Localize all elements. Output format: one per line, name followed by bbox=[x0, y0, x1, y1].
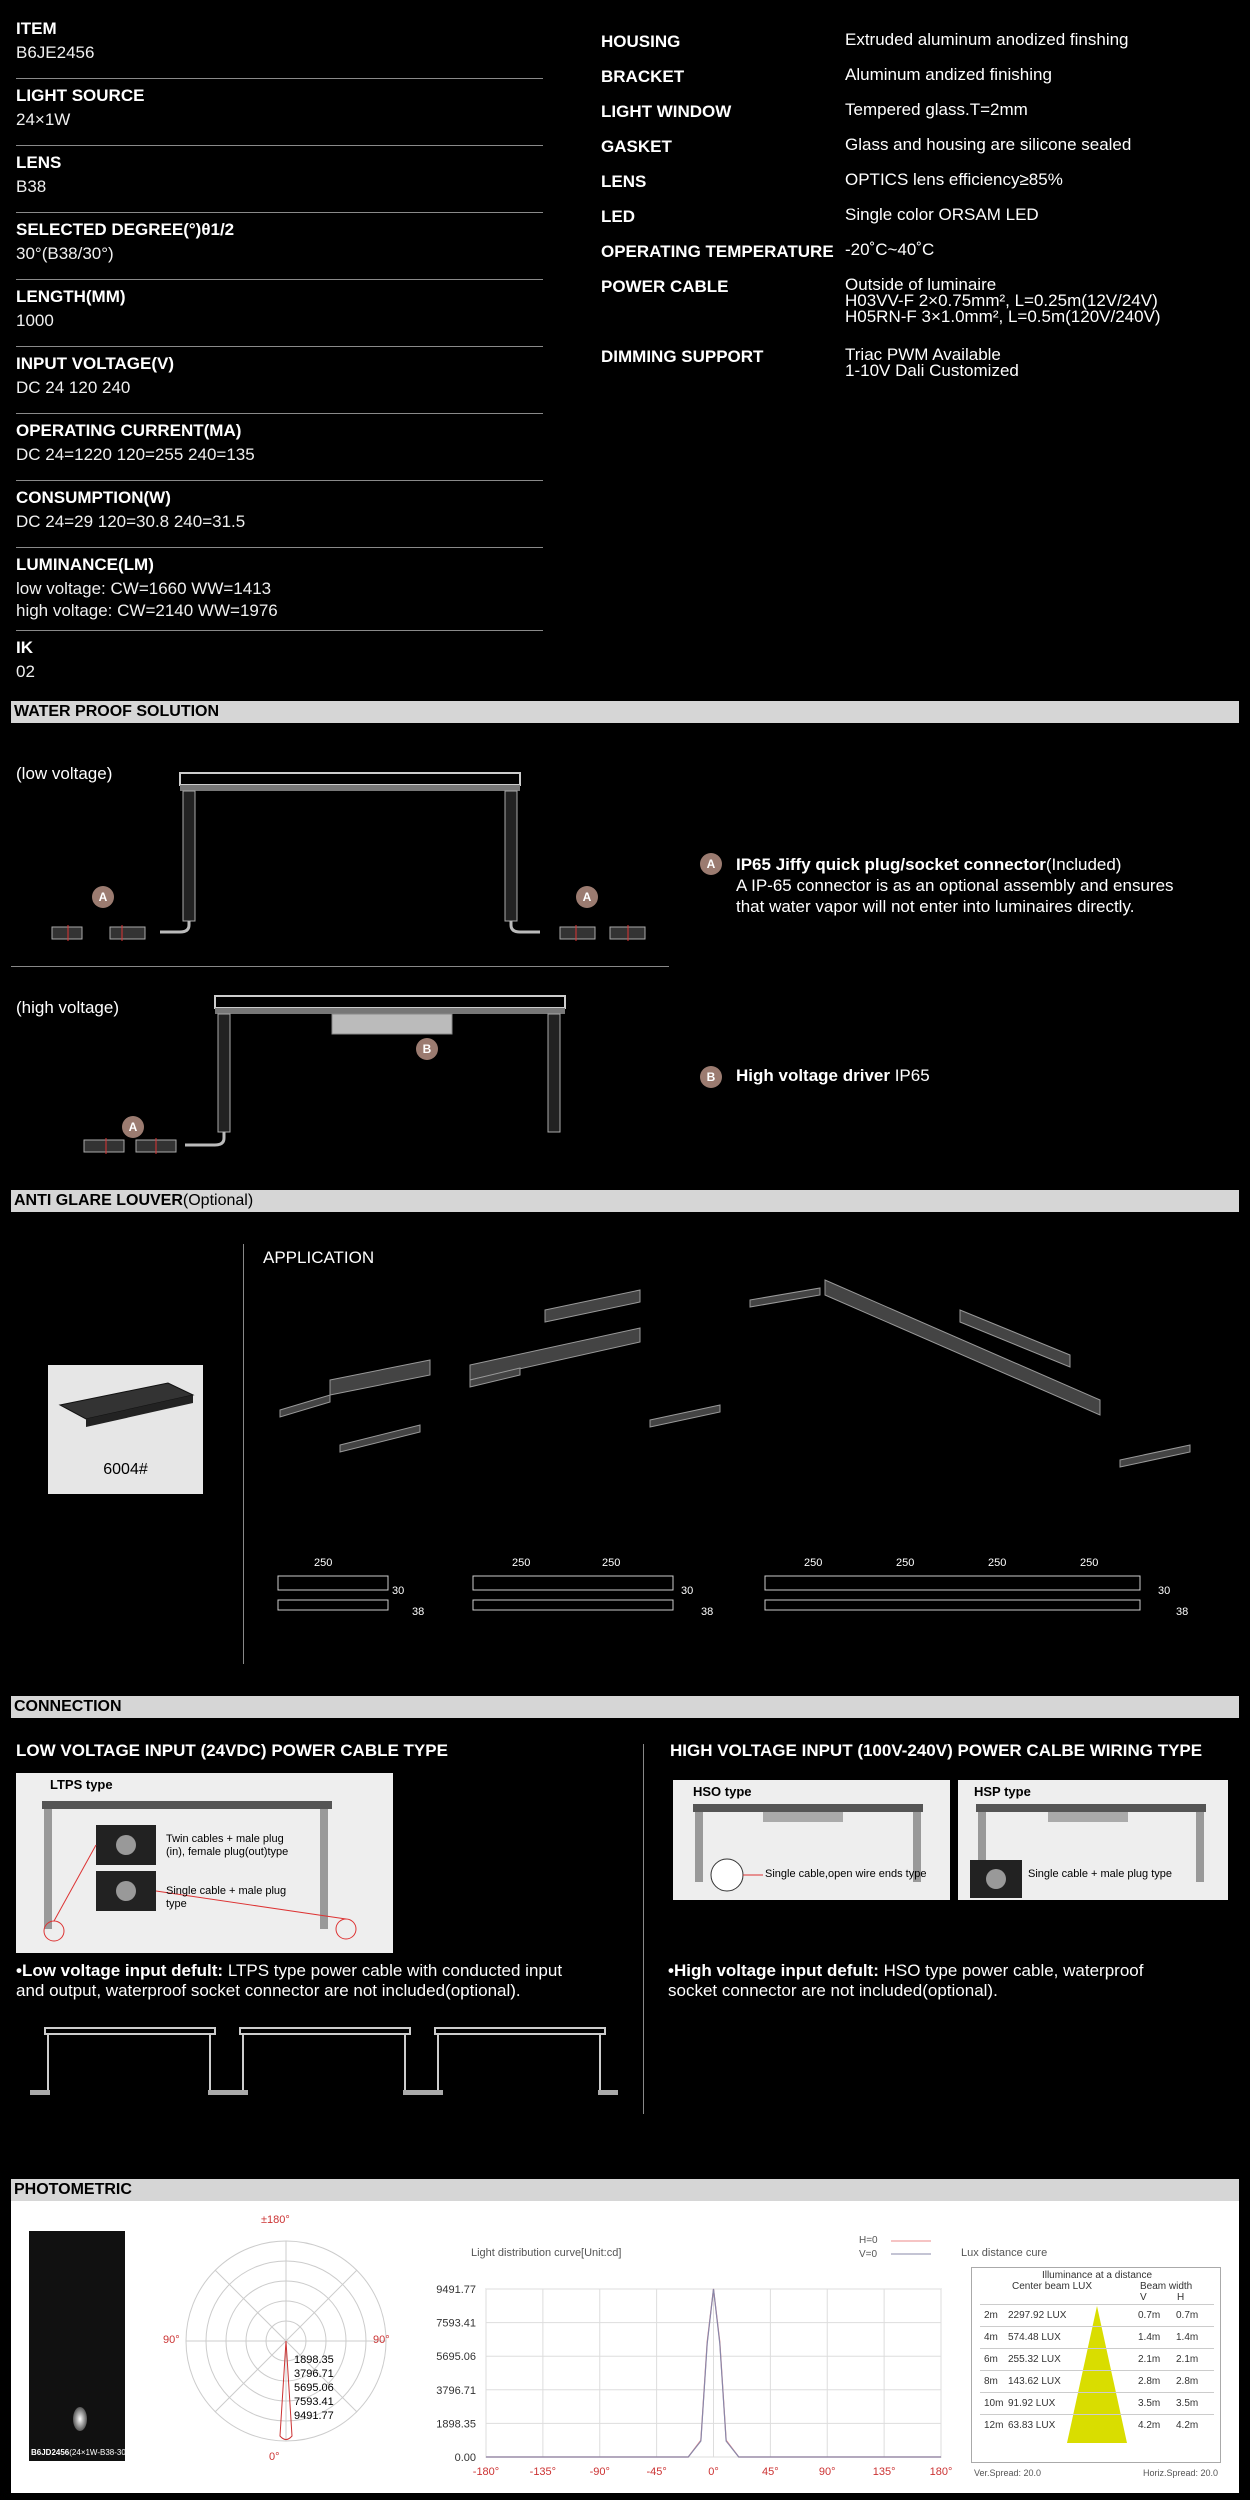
iso-label: B6JD2456 bbox=[31, 2448, 70, 2457]
x-tick-label: 45° bbox=[762, 2466, 779, 2478]
photometric-panel bbox=[11, 2201, 1239, 2493]
driver-title: High voltage driver bbox=[736, 1066, 890, 1085]
spec-row bbox=[16, 79, 543, 146]
polar-value: 7593.41 bbox=[294, 2396, 334, 2408]
badge-a: A bbox=[700, 853, 722, 875]
connector-desc: A IP-65 connector is as an optional assembly and ensures bbox=[736, 876, 1174, 895]
high-voltage-note bbox=[668, 1961, 1143, 2001]
dimension-label: 30 bbox=[1158, 1585, 1171, 1597]
lux-cell: 0.7m bbox=[1138, 2310, 1161, 2321]
property-value: Extruded aluminum anodized finshing bbox=[845, 30, 1129, 49]
lux-cell: 2297.92 LUX bbox=[1008, 2310, 1067, 2321]
lux-cell: 4.2m bbox=[1138, 2420, 1161, 2431]
spec-label: LENGTH(MM) bbox=[16, 287, 126, 306]
spec-row bbox=[16, 631, 543, 698]
lux-head: Illuminance at a distance bbox=[1041, 2270, 1153, 2281]
lux-row bbox=[980, 2348, 1214, 2370]
y-tick-label: 5695.06 bbox=[436, 2351, 476, 2364]
polar-value: 9491.77 bbox=[294, 2410, 334, 2422]
ltps-label: LTPS type bbox=[50, 1777, 113, 1792]
lux-cell: 2.8m bbox=[1138, 2376, 1161, 2387]
legend-h: H=0 bbox=[859, 2235, 878, 2246]
spec-row bbox=[16, 280, 543, 347]
legend-v: V=0 bbox=[859, 2249, 878, 2260]
hor-spread: Horiz.Spread: 20.0 bbox=[1142, 2468, 1218, 2478]
ltps-diagram bbox=[16, 1773, 393, 1953]
dimension-label: 250 bbox=[896, 1557, 915, 1569]
twin-line: (in), female plug(out)type bbox=[166, 1846, 289, 1858]
property-key: DIMMING SUPPORT bbox=[601, 347, 764, 366]
lux-cell: 4m bbox=[984, 2332, 998, 2343]
driver-suffix: IP65 bbox=[889, 1066, 930, 1085]
y-tick-label: 1898.35 bbox=[436, 2418, 476, 2431]
spec-row bbox=[16, 414, 543, 481]
property-value bbox=[845, 277, 1161, 325]
badge-b: B bbox=[416, 1038, 438, 1060]
property-value: Glass and housing are silicone sealed bbox=[845, 135, 1132, 154]
spec-row bbox=[16, 146, 543, 213]
spec-label: LIGHT SOURCE bbox=[16, 86, 145, 105]
ltps-panel bbox=[16, 1773, 393, 1953]
x-tick-label: -45° bbox=[646, 2466, 667, 2478]
property-value: Tempered glass.T=2mm bbox=[845, 100, 1028, 119]
light-distribution-chart bbox=[406, 2261, 966, 2493]
property-row bbox=[601, 137, 1241, 172]
spec-label: LUMINANCE(LM) bbox=[16, 555, 154, 574]
spec-value: DC 24 120 240 bbox=[16, 378, 131, 397]
y-tick-label: 0.00 bbox=[454, 2452, 476, 2464]
section-bar-louver bbox=[11, 1190, 1239, 1212]
section-bar-connection bbox=[11, 1696, 1239, 1718]
twin-line: Twin cables + male plug bbox=[166, 1833, 284, 1845]
section-title: WATER PROOF SOLUTION bbox=[14, 703, 220, 720]
lux-cell: 8m bbox=[984, 2376, 998, 2387]
lux-cell: 3.5m bbox=[1176, 2398, 1199, 2409]
lux-row bbox=[980, 2304, 1214, 2326]
twin-cable-label bbox=[166, 1833, 288, 1859]
single-line: Single cable + male plug bbox=[166, 1885, 287, 1897]
property-key: HOUSING bbox=[601, 32, 681, 51]
power-cable-line: Outside of luminaire bbox=[845, 275, 997, 294]
spec-label: SELECTED DEGREE(°)θ1/2 bbox=[16, 220, 235, 239]
lux-cell: 6m bbox=[984, 2354, 998, 2365]
lux-cell: 10m bbox=[984, 2398, 1004, 2409]
x-tick-label: 0° bbox=[708, 2466, 719, 2478]
dimension-label: 250 bbox=[314, 1557, 333, 1569]
lux-cell: 91.92 LUX bbox=[1008, 2398, 1056, 2409]
lux-cell: 3.5m bbox=[1138, 2398, 1161, 2409]
low-voltage-label: (low voltage) bbox=[16, 764, 113, 783]
dimension-label: 38 bbox=[412, 1606, 425, 1618]
note-text: HSO type power cable, waterproof bbox=[878, 1961, 1144, 1980]
spec-value: DC 24=29 120=30.8 240=31.5 bbox=[16, 512, 246, 531]
lux-title: Lux distance cure bbox=[961, 2247, 1048, 2259]
iso-suffix: (24×1W-B38-30°) bbox=[69, 2448, 132, 2457]
dimension-label: 38 bbox=[701, 1606, 714, 1618]
dimension-label: 250 bbox=[512, 1557, 531, 1569]
property-row bbox=[601, 242, 1241, 277]
hsp-label: HSP type bbox=[974, 1784, 1031, 1799]
isolux-caption bbox=[31, 2448, 132, 2457]
ver-spread: Ver.Spread: 20.0 bbox=[974, 2468, 1042, 2478]
polar-label-left: 90° bbox=[163, 2334, 180, 2346]
lux-cell: 2m bbox=[984, 2310, 998, 2321]
note-text: LTPS type power cable with conducted input bbox=[223, 1961, 563, 1980]
property-key: LED bbox=[601, 207, 635, 226]
spec-value: 02 bbox=[16, 662, 35, 681]
badge-a: A bbox=[92, 886, 114, 908]
louver-application-diagrams bbox=[270, 1270, 1230, 1640]
polar-chart bbox=[176, 2231, 396, 2451]
dimension-label: 38 bbox=[1176, 1606, 1189, 1618]
property-row bbox=[601, 32, 1241, 67]
polar-label-bottom: 0° bbox=[269, 2451, 280, 2463]
spec-row bbox=[16, 213, 543, 280]
connector-description bbox=[736, 854, 1174, 917]
single-line: type bbox=[166, 1898, 187, 1910]
note-bold: •High voltage input defult: bbox=[668, 1961, 879, 1980]
property-value: OPTICS lens efficiency≥85% bbox=[845, 170, 1063, 189]
spec-value: 24×1W bbox=[16, 110, 71, 129]
hso-diagram bbox=[673, 1780, 950, 1900]
louver-sample bbox=[48, 1365, 203, 1494]
property-key: LIGHT WINDOW bbox=[601, 102, 732, 121]
badge-a: A bbox=[576, 886, 598, 908]
light-spot bbox=[73, 2407, 87, 2431]
polar-value: 1898.35 bbox=[294, 2354, 334, 2366]
section-title: CONNECTION bbox=[14, 1698, 122, 1715]
x-tick-label: 180° bbox=[929, 2466, 953, 2478]
lux-cell: 2.1m bbox=[1138, 2354, 1161, 2365]
spec-label: CONSUMPTION(W) bbox=[16, 488, 171, 507]
section-title: ANTI GLARE LOUVER bbox=[14, 1192, 183, 1209]
low-voltage-diagram bbox=[40, 765, 680, 945]
dimension-label: 30 bbox=[681, 1585, 694, 1597]
hso-panel bbox=[673, 1780, 950, 1900]
dimension-label: 250 bbox=[1080, 1557, 1099, 1569]
spec-table bbox=[16, 12, 543, 698]
spec-row bbox=[16, 481, 543, 548]
louver-icon bbox=[48, 1365, 203, 1445]
lux-cell: 12m bbox=[984, 2420, 1004, 2431]
lux-cell: 1.4m bbox=[1176, 2332, 1199, 2343]
x-tick-label: -135° bbox=[529, 2466, 557, 2478]
spec-value: DC 24=1220 120=255 240=135 bbox=[16, 445, 255, 464]
lux-row bbox=[980, 2326, 1214, 2348]
high-voltage-diagram bbox=[70, 990, 590, 1160]
section-bar-waterproof bbox=[11, 701, 1239, 723]
section-title: PHOTOMETRIC bbox=[14, 2181, 132, 2198]
spec-value: B6JE2456 bbox=[16, 43, 95, 62]
lux-row bbox=[980, 2370, 1214, 2392]
property-row bbox=[601, 102, 1241, 137]
y-tick-label: 7593.41 bbox=[436, 2317, 476, 2330]
hsp-diagram bbox=[958, 1780, 1228, 1900]
property-key: OPERATING TEMPERATURE bbox=[601, 242, 834, 261]
spec-row bbox=[16, 12, 543, 79]
low-voltage-note bbox=[16, 1961, 562, 2001]
property-value: Aluminum andized finishing bbox=[845, 65, 1052, 84]
property-key: GASKET bbox=[601, 137, 672, 156]
section-bar-photometric bbox=[11, 2179, 1239, 2201]
polar-label-top: ±180° bbox=[261, 2214, 290, 2226]
property-row bbox=[601, 207, 1241, 242]
spec-row bbox=[16, 347, 543, 414]
lux-head: V bbox=[1140, 2292, 1147, 2303]
note-bold: •Low voltage input defult: bbox=[16, 1961, 224, 1980]
polar-value: 5695.06 bbox=[294, 2382, 334, 2394]
spec-value: 1000 bbox=[16, 311, 54, 330]
dimension-label: 250 bbox=[988, 1557, 1007, 1569]
dimension-label: 250 bbox=[602, 1557, 621, 1569]
x-tick-label: -90° bbox=[589, 2466, 610, 2478]
y-tick-label: 9491.77 bbox=[436, 2284, 476, 2296]
lux-cell: 143.62 LUX bbox=[1008, 2376, 1061, 2387]
isolux-image bbox=[29, 2231, 132, 2461]
lux-cell: 4.2m bbox=[1176, 2420, 1199, 2431]
properties-list bbox=[601, 32, 1241, 397]
spec-row bbox=[16, 548, 543, 631]
property-value: -20˚C~40˚C bbox=[845, 240, 935, 259]
spec-value: B38 bbox=[16, 177, 47, 196]
divider bbox=[11, 966, 669, 967]
polar-value: 3796.71 bbox=[294, 2368, 334, 2380]
legend-lines bbox=[891, 2235, 941, 2259]
high-voltage-label: (high voltage) bbox=[16, 998, 120, 1017]
lux-head: Center beam LUX bbox=[1012, 2281, 1093, 2292]
hsp-caption: Single cable + male plug type bbox=[1028, 1868, 1173, 1880]
lux-cell: 2.1m bbox=[1176, 2354, 1199, 2365]
dimension-label: 250 bbox=[804, 1557, 823, 1569]
connector-title: IP65 Jiffy quick plug/socket connector bbox=[736, 855, 1046, 874]
louver-model: 6004# bbox=[103, 1461, 148, 1478]
note-text: socket connector are not included(optional). bbox=[668, 1981, 998, 2000]
lux-cell: 2.8m bbox=[1176, 2376, 1199, 2387]
divider bbox=[643, 1744, 644, 2114]
lux-row bbox=[980, 2414, 1214, 2436]
lux-cell: 63.83 LUX bbox=[1008, 2420, 1056, 2431]
property-row bbox=[601, 172, 1241, 207]
high-voltage-title: HIGH VOLTAGE INPUT (100V-240V) POWER CALBE WIRING TYPE bbox=[670, 1741, 1203, 1760]
y-tick-label: 3796.71 bbox=[436, 2384, 476, 2397]
spec-label: ITEM bbox=[16, 19, 57, 38]
hsp-panel bbox=[958, 1780, 1228, 1900]
divider bbox=[243, 1244, 244, 1664]
property-row bbox=[601, 347, 1241, 397]
lux-table bbox=[971, 2267, 1221, 2478]
dimming-line: Triac PWM Available bbox=[845, 345, 1001, 364]
single-cable-label bbox=[166, 1885, 286, 1911]
badge-b: B bbox=[700, 1066, 722, 1088]
polar-label-right: 90° bbox=[373, 2334, 390, 2346]
spec-label: INPUT VOLTAGE(V) bbox=[16, 354, 175, 373]
lux-rows bbox=[980, 2304, 1214, 2436]
property-key: POWER CABLE bbox=[601, 277, 729, 296]
spec-value: high voltage: CW=2140 WW=1976 bbox=[16, 601, 278, 620]
series-connection-diagram bbox=[20, 2022, 630, 2102]
connector-desc: that water vapor will not enter into luminaires directly. bbox=[736, 897, 1135, 916]
polar-values bbox=[294, 2353, 334, 2423]
spec-label: LENS bbox=[16, 153, 62, 172]
connector-suffix: (Included) bbox=[1045, 855, 1122, 874]
x-tick-label: -180° bbox=[472, 2466, 500, 2478]
lux-cell: 1.4m bbox=[1138, 2332, 1161, 2343]
application-label: APPLICATION bbox=[263, 1248, 375, 1267]
dimension-label: 30 bbox=[392, 1585, 405, 1597]
section-suffix: (Optional) bbox=[182, 1192, 254, 1209]
x-tick-label: 90° bbox=[818, 2466, 836, 2478]
property-value: Single color ORSAM LED bbox=[845, 205, 1039, 224]
spec-label: IK bbox=[16, 638, 33, 657]
lux-cell: 0.7m bbox=[1176, 2310, 1199, 2321]
spec-value: low voltage: CW=1660 WW=1413 bbox=[16, 579, 272, 598]
power-cable-line: H05RN-F 3×1.0mm², L=0.5m(120V/240V) bbox=[845, 307, 1161, 326]
driver-description bbox=[736, 1066, 930, 1086]
lux-row bbox=[980, 2392, 1214, 2414]
dimming-line: 1-10V Dali Customized bbox=[845, 361, 1019, 380]
hso-label: HSO type bbox=[693, 1784, 752, 1799]
lux-head: Beam width bbox=[1140, 2281, 1193, 2292]
x-tick-label: 135° bbox=[872, 2466, 896, 2478]
power-cable-line: H03VV-F 2×0.75mm², L=0.25m(12V/24V) bbox=[845, 291, 1158, 310]
property-row bbox=[601, 277, 1241, 347]
lux-cell: 574.48 LUX bbox=[1008, 2332, 1061, 2343]
note-text: and output, waterproof socket connector are not included(optional). bbox=[16, 1981, 521, 2000]
low-voltage-title: LOW VOLTAGE INPUT (24VDC) POWER CABLE TYPE bbox=[16, 1741, 448, 1760]
property-row bbox=[601, 67, 1241, 102]
property-value bbox=[845, 347, 1019, 379]
spec-value: 30°(B38/30°) bbox=[16, 244, 114, 263]
curve-title: Light distribution curve[Unit:cd] bbox=[471, 2247, 622, 2259]
property-key: BRACKET bbox=[601, 67, 685, 86]
hso-caption: Single cable,open wire ends type bbox=[765, 1868, 927, 1880]
lux-cell: 255.32 LUX bbox=[1008, 2354, 1061, 2365]
lux-head: H bbox=[1177, 2292, 1185, 2303]
spec-label: OPERATING CURRENT(MA) bbox=[16, 421, 242, 440]
property-key: LENS bbox=[601, 172, 647, 191]
badge-a: A bbox=[122, 1116, 144, 1138]
